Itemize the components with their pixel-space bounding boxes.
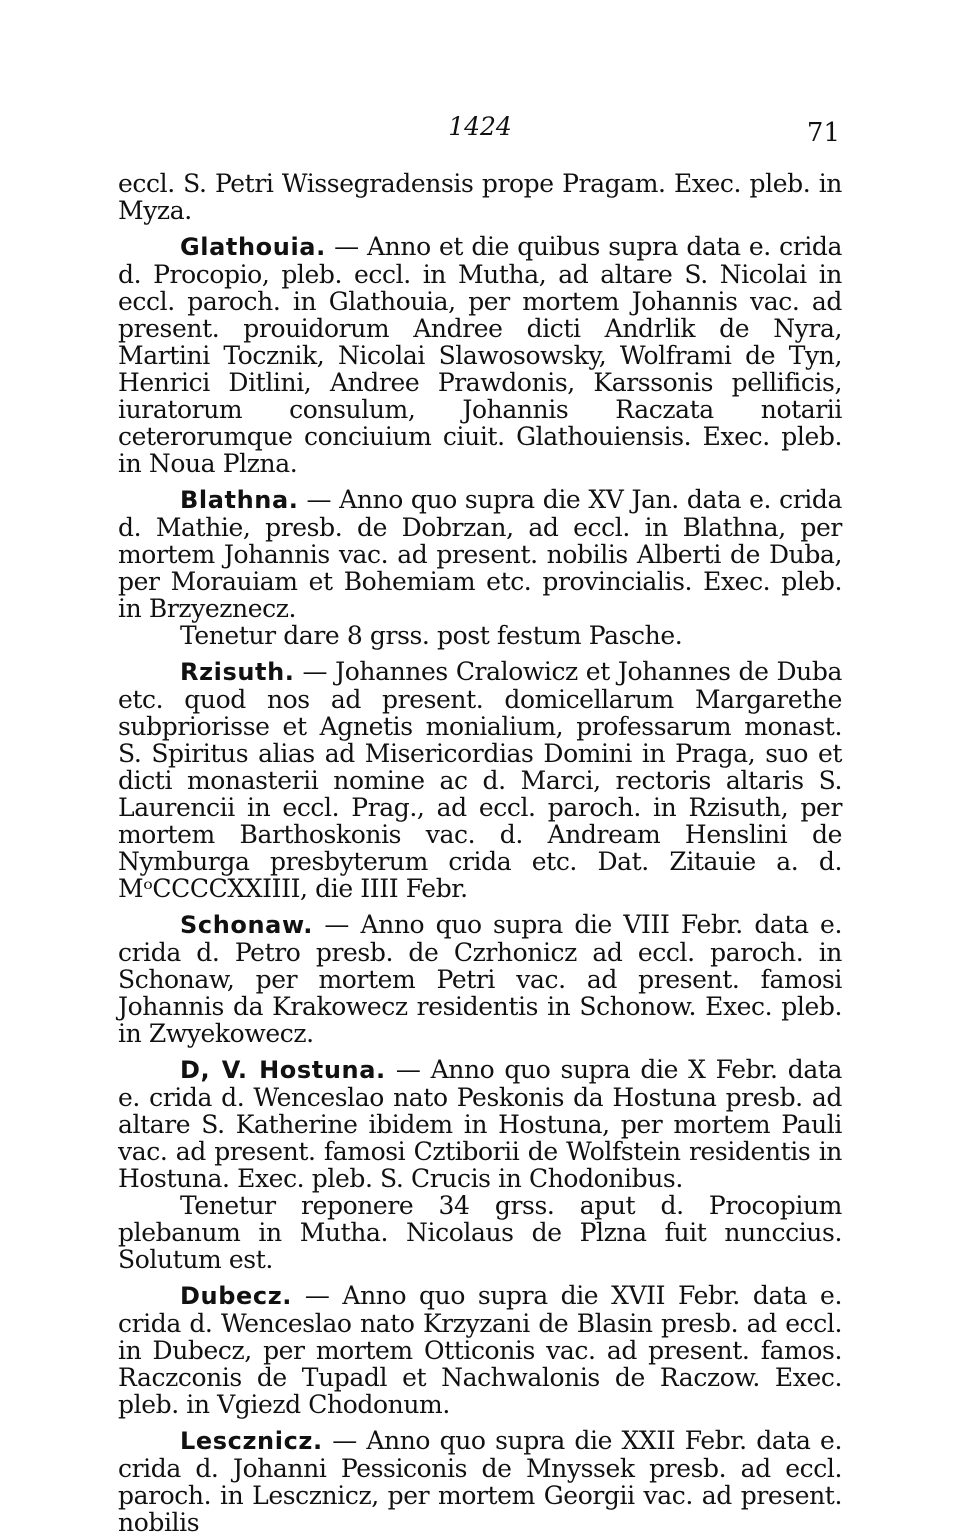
entry-text: — Anno et die quibus supra data e. crida d. Procopio, pleb. eccl. in Mutha, ad altare S. Nicolai in eccl. paroch. in Glathouia, per mortem Johannis vac. ad present. prouidorum Andree dicti Andrlik de Nyra, Martini Tocznik, Nicolai Slawosowsky, Wolframi de Tyn, Henrici Ditlini, Andree Prawdonis, Karssonis pellificis, iuratorum consulum, Johannis Raczata notarii ceterorumque conciuium ciuit. Glathouiensis. Exec. pleb. in Noua Plzna. bbox=[118, 232, 842, 478]
entry-blathna bbox=[118, 486, 842, 622]
entry-text: eccl. S. Petri Wissegradensis prope Pragam. Exec. pleb. in Myza. bbox=[118, 169, 842, 225]
entry-rzisuth bbox=[118, 658, 842, 902]
page-body bbox=[118, 170, 842, 1536]
document-page bbox=[118, 112, 842, 1536]
entry-text: — Johannes Cralowicz et Johannes de Duba etc. quod nos ad present. domicellarum Margarethe subpriorisse et Agnetis monialium, professarum monast. S. Spiritus alias ad Misericordias Domini in Praga, suo et dicti monasterii nomine ac d. Marci, rectoris altaris S. Laurencii in eccl. Prag., ad eccl. paroch. in Rzisuth, per mortem Barthoskonis vac. d. Andream Henslini de Nymburga presbyterum crida etc. Dat. Zitauie a. d. MᵒCCCCXXIIII, die IIII Febr. bbox=[118, 657, 842, 903]
entry-text: — Anno quo supra die X Febr. data e. crida d. Wenceslao nato Peskonis da Hostuna presb. ad altare S. Katherine ibidem in Hostuna, per mortem Pauli vac. ad present. famosi Cztiborii de Wolfstein residentis in Hostuna. Exec. pleb. S. Crucis in Chodonibus. bbox=[118, 1055, 842, 1193]
entry-dubecz bbox=[118, 1282, 842, 1418]
running-year: 1424 bbox=[448, 112, 512, 141]
entry-text: — Anno quo supra die XVII Febr. data e. crida d. Wenceslao nato Krzyzani de Blasin presb. ad eccl. in Dubecz, per mortem Otticonis vac. ad present. famos. Raczconis de Tupadl et Nachwalonis de Raczow. Exec. pleb. in Vgiezd Chodonum. bbox=[118, 1281, 842, 1419]
entry-hostuna bbox=[118, 1056, 842, 1192]
entry-heading: Dubecz. bbox=[180, 1282, 292, 1310]
entry-text: Tenetur dare 8 grss. post festum Pasche. bbox=[180, 621, 683, 650]
entry-text: Tenetur reponere 34 grss. aput d. Procopium plebanum in Mutha. Nicolaus de Plzna fuit nunccius. Solutum est. bbox=[118, 1191, 842, 1274]
entry-continuation bbox=[118, 170, 842, 224]
entry-heading: Lescznicz. bbox=[180, 1427, 323, 1455]
page-number: 71 bbox=[806, 118, 840, 148]
entry-text: — Anno quo supra die VIII Febr. data e. crida d. Petro presb. de Czrhonicz ad eccl. paroch. in Schonaw, per mortem Petri vac. ad present. famosi Johannis da Krakowecz residentis in Schonow. Exec. pleb. in Zwyekowecz. bbox=[118, 910, 842, 1048]
entry-heading: Blathna. bbox=[180, 486, 299, 514]
entry-blathna-note bbox=[118, 622, 842, 649]
entry-schonaw bbox=[118, 911, 842, 1047]
entry-hostuna-note bbox=[118, 1192, 842, 1273]
entry-heading: Schonaw. bbox=[180, 911, 313, 939]
entry-heading: Glathouia. bbox=[180, 233, 326, 261]
entry-heading: Rzisuth. bbox=[180, 658, 295, 686]
entry-glathouia bbox=[118, 233, 842, 477]
entry-heading: D, V. Hostuna. bbox=[180, 1056, 386, 1084]
entry-text: — Anno quo supra die XXII Febr. data e. crida d. Johanni Pessiconis de Mnyssek presb. ad eccl. paroch. in Lescznicz, per mortem Georgii vac. ad present. nobilis bbox=[118, 1426, 842, 1537]
entry-text: — Anno quo supra die XV Jan. data e. crida d. Mathie, presb. de Dobrzan, ad eccl. in Blathna, per mortem Johannis vac. ad present. nobilis Alberti de Duba, per Morauiam et Bohemiam etc. provincialis. Exec. pleb. in Brzyeznecz. bbox=[118, 485, 842, 623]
page-header bbox=[118, 112, 842, 152]
